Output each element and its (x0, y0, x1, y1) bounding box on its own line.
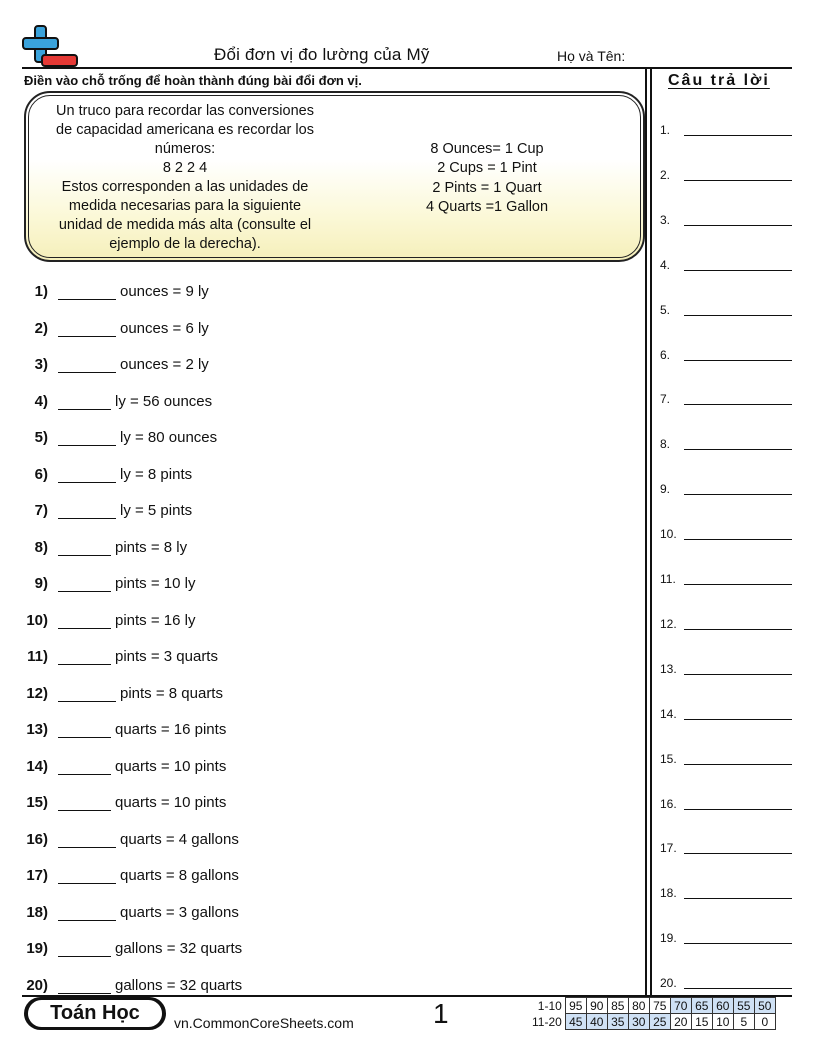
problem-text: quarts = 3 gallons (120, 903, 239, 921)
answer-number: 19. (660, 931, 677, 946)
problem-number: 3) (34, 356, 48, 373)
score-cell: 60 (712, 998, 733, 1014)
score-row-label: 1-10 (537, 998, 562, 1013)
answer-field[interactable] (684, 404, 792, 405)
answer-number: 4. (660, 257, 671, 272)
answer-number: 6. (660, 347, 671, 362)
problem-text: ly = 56 ounces (115, 392, 213, 410)
column-divider (645, 67, 647, 995)
problem-row (24, 831, 239, 851)
instructions: Điền vào chỗ trống để hoàn thành đúng bài đổi đơn vị. (24, 73, 362, 88)
answer-field[interactable] (684, 225, 792, 226)
answer-number: 7. (660, 392, 671, 407)
conversion-line: 2 Cups = 1 Pint (437, 160, 537, 177)
answer-blank[interactable] (58, 502, 116, 519)
answer-line (660, 841, 684, 855)
answer-blank[interactable] (58, 831, 116, 848)
brand-label: Toán Học (28, 1000, 162, 1027)
answer-blank[interactable] (58, 283, 116, 300)
answer-number: 1. (660, 123, 671, 137)
conversion-line: 4 Quarts =1 Gallon (425, 198, 549, 215)
problem-number: 20) (26, 976, 48, 994)
answer-field[interactable] (684, 360, 792, 361)
problem-row (24, 867, 239, 887)
score-cell: 20 (670, 1014, 691, 1030)
answer-blank[interactable] (58, 721, 111, 738)
problem-number: 7) (34, 502, 48, 519)
answer-line (660, 482, 684, 496)
problem-text: ounces = 2 ly (120, 356, 209, 373)
answer-blank[interactable] (58, 940, 111, 957)
answer-number: 10. (660, 527, 677, 542)
score-cell: 30 (628, 1014, 649, 1030)
problem-text: ly = 8 pints (120, 465, 193, 483)
problem-number: 1) (34, 283, 48, 300)
problem-row (24, 539, 187, 559)
score-cell: 40 (586, 1014, 607, 1030)
answer-line (660, 662, 684, 676)
problem-row (24, 575, 195, 595)
answer-number: 9. (660, 482, 671, 497)
answer-number: 17. (660, 841, 677, 856)
tip-line: números: (154, 141, 216, 157)
answer-line (660, 976, 684, 990)
answer-blank[interactable] (58, 466, 116, 483)
tip-line: 8 2 2 4 (162, 160, 208, 176)
score-cell: 70 (670, 998, 691, 1014)
problem-row (24, 940, 242, 960)
answer-field[interactable] (684, 764, 792, 765)
problem-number: 12) (26, 684, 48, 702)
answer-line (660, 617, 684, 631)
problem-number: 15) (26, 794, 48, 811)
score-cell: 55 (733, 998, 754, 1014)
score-cell: 65 (691, 998, 712, 1014)
problem-number: 4) (34, 392, 48, 410)
problem-row (24, 429, 217, 449)
problem-row (24, 721, 226, 741)
answer-field[interactable] (684, 898, 792, 899)
answer-field[interactable] (684, 988, 792, 989)
tip-line: Estos corresponden a las unidades de (61, 179, 309, 195)
score-cell: 5 (733, 1014, 754, 1030)
score-cell: 15 (691, 1014, 712, 1030)
problem-number: 6) (34, 465, 48, 483)
problem-text: ounces = 9 ly (120, 283, 209, 300)
site-url: vn.CommonCoreSheets.com (174, 1015, 354, 1031)
answer-blank[interactable] (58, 539, 111, 556)
answer-blank[interactable] (58, 320, 116, 337)
answer-field[interactable] (684, 674, 792, 675)
answer-line (660, 392, 684, 406)
answer-line (660, 123, 684, 137)
answer-field[interactable] (684, 943, 792, 944)
answer-blank[interactable] (58, 685, 116, 702)
answer-number: 13. (660, 661, 677, 676)
score-cell: 45 (565, 1014, 586, 1030)
answer-number: 15. (660, 751, 677, 766)
score-row (530, 998, 775, 1014)
score-cell: 0 (754, 1014, 775, 1030)
problem-number: 19) (26, 940, 48, 957)
answer-line (660, 527, 684, 541)
problem-text: ly = 5 pints (120, 502, 193, 519)
answer-field[interactable] (684, 719, 792, 720)
score-cell: 85 (607, 998, 628, 1014)
answer-blank[interactable] (58, 612, 111, 629)
answer-field[interactable] (684, 584, 792, 585)
answer-field[interactable] (684, 494, 792, 495)
problem-number: 13) (26, 721, 48, 738)
answer-line (660, 168, 684, 182)
answer-blank[interactable] (58, 794, 111, 811)
problem-row (24, 393, 212, 413)
answer-field[interactable] (684, 135, 792, 136)
answer-blank[interactable] (58, 429, 116, 446)
answer-line (660, 752, 684, 766)
problem-row (24, 685, 223, 705)
name-label: Họ và Tên: (557, 48, 626, 64)
problem-row (24, 904, 239, 924)
answer-field[interactable] (684, 809, 792, 810)
problem-number: 17) (26, 867, 48, 884)
column-divider (650, 67, 652, 995)
problem-number: 10) (26, 611, 48, 629)
answers-title: Câu trả lời (668, 72, 770, 89)
problem-text: ly = 80 ounces (120, 429, 218, 446)
problem-text: pints = 10 ly (115, 575, 196, 592)
problem-text: quarts = 10 pints (115, 794, 227, 811)
answer-number: 3. (660, 212, 671, 227)
problem-row (24, 466, 192, 486)
answer-number: 2. (660, 167, 671, 182)
problem-row (24, 794, 226, 814)
answer-number: 8. (660, 437, 671, 452)
answer-line (660, 707, 684, 721)
problem-text: gallons = 32 quarts (115, 940, 243, 957)
score-cell: 90 (586, 998, 607, 1014)
answer-blank[interactable] (58, 356, 116, 373)
answer-field[interactable] (684, 449, 792, 450)
answer-field[interactable] (684, 180, 792, 181)
problem-text: pints = 3 quarts (115, 648, 218, 665)
answer-number: 5. (660, 302, 671, 317)
answer-line (660, 303, 684, 317)
answer-number: 11. (660, 572, 676, 586)
answer-number: 14. (660, 706, 677, 721)
answer-field[interactable] (684, 315, 792, 316)
problem-number: 16) (26, 830, 48, 848)
answer-field[interactable] (684, 853, 792, 854)
plus-minus-logo-icon (22, 24, 80, 68)
score-row (530, 1014, 775, 1030)
answer-blank[interactable] (58, 393, 111, 410)
answer-number: 12. (660, 616, 677, 631)
problem-number: 2) (34, 319, 48, 337)
answer-blank[interactable] (58, 758, 111, 775)
answer-blank[interactable] (58, 648, 111, 665)
score-cell: 80 (628, 998, 649, 1014)
conversion-table (411, 140, 563, 217)
problem-number: 14) (26, 757, 48, 775)
conversion-line: 2 Pints = 1 Quart (432, 179, 542, 196)
answer-number: 18. (660, 886, 677, 901)
problem-text: ounces = 6 ly (120, 319, 209, 337)
problem-text: pints = 16 ly (115, 611, 196, 629)
tip-line: unidad de medida más alta (consulte el (58, 217, 312, 233)
problem-text: quarts = 8 gallons (120, 867, 239, 884)
conversion-line: 8 Ounces= 1 Cup (430, 141, 544, 157)
tip-line: de capacidad americana es recordar los (56, 122, 314, 138)
score-table (530, 997, 776, 1030)
problem-text: pints = 8 ly (115, 538, 188, 556)
problem-text: quarts = 16 pints (115, 721, 227, 738)
problem-text: quarts = 10 pints (115, 757, 227, 775)
problem-number: 8) (34, 538, 48, 556)
problem-row (24, 648, 218, 668)
problem-number: 18) (26, 903, 48, 921)
answer-field[interactable] (684, 539, 792, 540)
answer-line (660, 886, 684, 900)
score-cell: 50 (754, 998, 775, 1014)
page-number: 1 (433, 998, 449, 1029)
problem-number: 11) (27, 648, 48, 665)
problem-row (24, 356, 209, 376)
brand-badge (24, 997, 166, 1030)
page-title: Đổi đơn vị đo lường của Mỹ (214, 45, 430, 64)
answer-field[interactable] (684, 270, 792, 271)
answer-line (660, 348, 684, 362)
tip-line: medida necesarias para la siguiente (68, 198, 302, 214)
answer-line (660, 797, 684, 811)
problem-text: quarts = 4 gallons (120, 830, 239, 848)
problem-text: gallons = 32 quarts (115, 976, 243, 994)
answer-blank[interactable] (58, 904, 116, 921)
problem-row (24, 612, 195, 632)
answer-line (660, 572, 684, 586)
score-cell: 25 (649, 1014, 670, 1030)
score-cell: 75 (649, 998, 670, 1014)
answer-blank[interactable] (58, 977, 111, 994)
problem-row (24, 502, 192, 522)
answer-blank[interactable] (58, 867, 116, 884)
answer-line (660, 931, 684, 945)
answer-line (660, 213, 684, 227)
answer-blank[interactable] (58, 575, 111, 592)
answer-line (660, 437, 684, 451)
answer-line (660, 258, 684, 272)
tip-line: ejemplo de la derecha). (109, 236, 261, 252)
tip-box (24, 91, 645, 262)
problem-row (24, 283, 209, 303)
problem-text: pints = 8 quarts (120, 684, 223, 702)
answer-number: 20. (660, 976, 677, 991)
problem-row (24, 320, 209, 340)
problem-number: 5) (34, 429, 48, 446)
answer-field[interactable] (684, 629, 792, 630)
tip-line: Un truco para recordar las conversiones (56, 103, 314, 119)
header-rule (22, 67, 792, 69)
score-row-label: 11-20 (532, 1014, 562, 1029)
problem-row (24, 977, 242, 997)
score-cell: 10 (712, 1014, 733, 1030)
tip-text (40, 102, 330, 254)
problem-row (24, 758, 226, 778)
answer-number: 16. (660, 796, 677, 811)
problem-number: 9) (34, 575, 48, 592)
score-cell: 95 (565, 998, 586, 1014)
score-cell: 35 (607, 1014, 628, 1030)
